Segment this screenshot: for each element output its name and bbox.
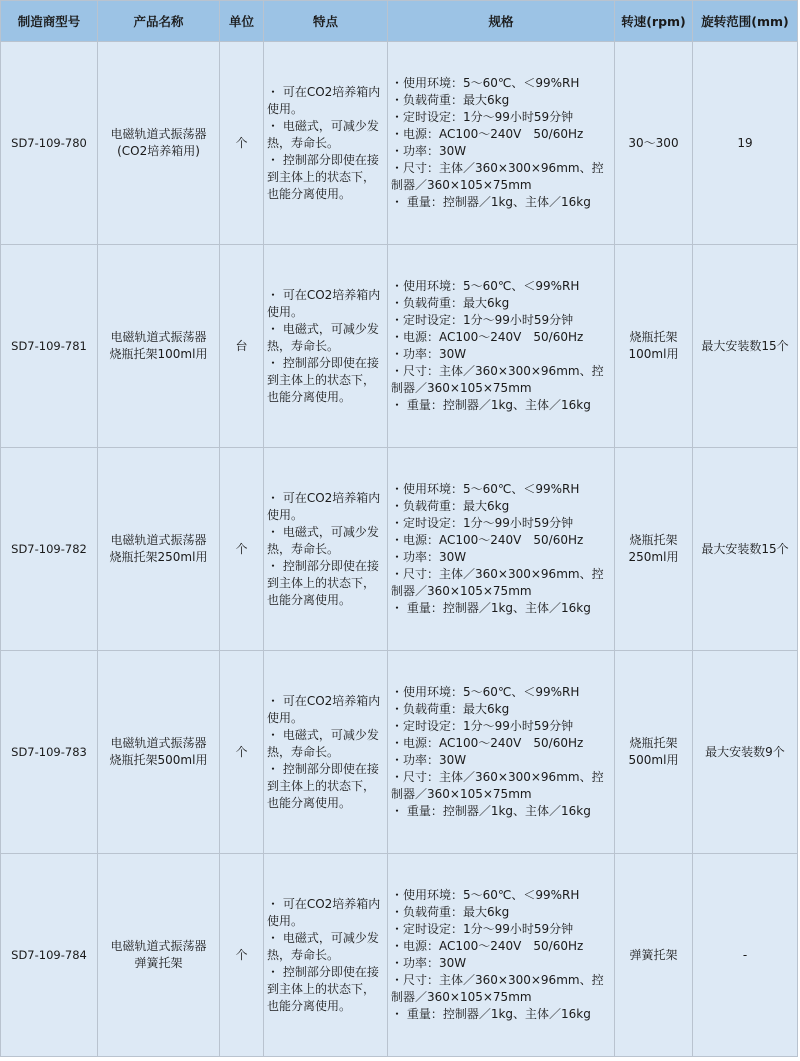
header-specs: 规格: [388, 1, 615, 42]
unit-cell: 个: [220, 448, 264, 651]
spec-item: ・负载荷重：最大6kg: [391, 702, 510, 716]
speed-line: 烧瓶托架: [629, 736, 678, 750]
feature-item: ・ 控制部分即使在接到主体上的状态下，也能分离使用。: [267, 558, 379, 607]
model-cell: SD7-109-783: [1, 651, 98, 854]
rotation-range-cell: -: [693, 854, 798, 1057]
model-cell: SD7-109-782: [1, 448, 98, 651]
product-name-cell: [98, 448, 220, 651]
product-name-line: 弹簧托架: [134, 956, 183, 970]
header-row: [1, 1, 798, 42]
spec-item: ・尺寸：主体／360×300×96mm、控制器／360×105×75mm: [391, 161, 604, 192]
spec-item: ・定时设定：1分～99小时59分钟: [391, 516, 574, 530]
rotation-range-cell: 19: [693, 42, 798, 245]
spec-item: ・负载荷重：最大6kg: [391, 905, 510, 919]
speed-line: 烧瓶托架: [629, 330, 678, 344]
product-name-line: 电磁轨道式振荡器: [110, 736, 207, 750]
spec-item: ・尺寸：主体／360×300×96mm、控制器／360×105×75mm: [391, 567, 604, 598]
rotation-range-cell: 最大安装数15个: [693, 245, 798, 448]
spec-item: ・尺寸：主体／360×300×96mm、控制器／360×105×75mm: [391, 364, 604, 395]
features-cell: [264, 42, 388, 245]
speed-cell: [615, 651, 693, 854]
table-row: [1, 42, 798, 245]
specs-cell: [388, 42, 615, 245]
header-model: 制造商型号: [1, 1, 98, 42]
spec-item: ・功率：30W: [391, 753, 467, 767]
speed-line: 30～300: [628, 135, 679, 150]
spec-item: ・ 重量：控制器／1kg、主体／16kg: [391, 195, 591, 209]
spec-item: ・使用环境：5～60℃、＜99%RH: [391, 685, 580, 699]
header-speed: 转速(rpm): [615, 1, 693, 42]
feature-item: ・ 电磁式，可减少发热，寿命长。: [267, 118, 379, 150]
spec-item: ・电源：AC100～240V 50/60Hz: [391, 127, 584, 141]
rotation-range-cell: 最大安装数15个: [693, 448, 798, 651]
spec-item: ・电源：AC100～240V 50/60Hz: [391, 533, 584, 547]
unit-cell: 台: [220, 245, 264, 448]
spec-item: ・使用环境：5～60℃、＜99%RH: [391, 279, 580, 293]
unit-cell: 个: [220, 651, 264, 854]
table-row: [1, 651, 798, 854]
speed-line: 250ml用: [628, 550, 679, 564]
feature-item: ・ 电磁式，可减少发热，寿命长。: [267, 930, 379, 962]
spec-item: ・使用环境：5～60℃、＜99%RH: [391, 76, 580, 90]
spec-item: ・定时设定：1分～99小时59分钟: [391, 922, 574, 936]
spec-item: ・功率：30W: [391, 956, 467, 970]
speed-line: 100ml用: [628, 347, 679, 361]
spec-item: ・负载荷重：最大6kg: [391, 93, 510, 107]
spec-item: ・负载荷重：最大6kg: [391, 296, 510, 310]
speed-line: 弹簧托架: [629, 947, 678, 962]
feature-item: ・ 电磁式，可减少发热，寿命长。: [267, 727, 379, 759]
spec-item: ・功率：30W: [391, 144, 467, 158]
feature-item: ・ 控制部分即使在接到主体上的状态下，也能分离使用。: [267, 355, 379, 404]
unit-cell: 个: [220, 854, 264, 1057]
speed-cell: [615, 448, 693, 651]
speed-cell: [615, 245, 693, 448]
feature-item: ・ 可在CO2培养箱内使用。: [267, 896, 381, 928]
model-cell: SD7-109-780: [1, 42, 98, 245]
spec-item: ・负载荷重：最大6kg: [391, 499, 510, 513]
feature-item: ・ 电磁式，可减少发热，寿命长。: [267, 321, 379, 353]
spec-item: ・电源：AC100～240V 50/60Hz: [391, 330, 584, 344]
table-body: [1, 42, 798, 1057]
product-name-cell: [98, 245, 220, 448]
table-row: [1, 448, 798, 651]
spec-item: ・功率：30W: [391, 347, 467, 361]
spec-item: ・功率：30W: [391, 550, 467, 564]
product-name-line: 烧瓶托架250ml用: [109, 550, 208, 564]
speed-cell: [615, 854, 693, 1057]
header-product-name: 产品名称: [98, 1, 220, 42]
product-name-line: 烧瓶托架100ml用: [109, 347, 208, 361]
spec-item: ・定时设定：1分～99小时59分钟: [391, 719, 574, 733]
spec-item: ・ 重量：控制器／1kg、主体／16kg: [391, 398, 591, 412]
unit-cell: 个: [220, 42, 264, 245]
spec-item: ・尺寸：主体／360×300×96mm、控制器／360×105×75mm: [391, 770, 604, 801]
spec-item: ・使用环境：5～60℃、＜99%RH: [391, 482, 580, 496]
header-unit: 单位: [220, 1, 264, 42]
speed-cell: [615, 42, 693, 245]
features-cell: [264, 448, 388, 651]
features-cell: [264, 245, 388, 448]
spec-item: ・电源：AC100～240V 50/60Hz: [391, 939, 584, 953]
product-name-cell: [98, 42, 220, 245]
speed-line: 500ml用: [628, 753, 679, 767]
model-cell: SD7-109-784: [1, 854, 98, 1057]
product-name-line: (CO2培养箱用): [117, 144, 200, 158]
product-name-cell: [98, 854, 220, 1057]
header-features: 特点: [264, 1, 388, 42]
product-name-line: 电磁轨道式振荡器: [110, 127, 207, 141]
spec-item: ・电源：AC100～240V 50/60Hz: [391, 736, 584, 750]
specs-cell: [388, 448, 615, 651]
feature-item: ・ 可在CO2培养箱内使用。: [267, 693, 381, 725]
product-name-line: 电磁轨道式振荡器: [110, 330, 207, 344]
product-name-line: 电磁轨道式振荡器: [110, 939, 207, 953]
header-rotation-range: 旋转范围(mm): [693, 1, 798, 42]
feature-item: ・ 控制部分即使在接到主体上的状态下，也能分离使用。: [267, 152, 379, 201]
feature-item: ・ 控制部分即使在接到主体上的状态下，也能分离使用。: [267, 761, 379, 810]
feature-item: ・ 可在CO2培养箱内使用。: [267, 84, 381, 116]
spec-item: ・尺寸：主体／360×300×96mm、控制器／360×105×75mm: [391, 973, 604, 1004]
features-cell: [264, 651, 388, 854]
spec-item: ・ 重量：控制器／1kg、主体／16kg: [391, 1007, 591, 1021]
spec-item: ・定时设定：1分～99小时59分钟: [391, 313, 574, 327]
product-name-cell: [98, 651, 220, 854]
specs-cell: [388, 854, 615, 1057]
spec-item: ・ 重量：控制器／1kg、主体／16kg: [391, 804, 591, 818]
feature-item: ・ 可在CO2培养箱内使用。: [267, 287, 381, 319]
specs-cell: [388, 245, 615, 448]
spec-item: ・使用环境：5～60℃、＜99%RH: [391, 888, 580, 902]
rotation-range-cell: 最大安装数9个: [693, 651, 798, 854]
feature-item: ・ 控制部分即使在接到主体上的状态下，也能分离使用。: [267, 964, 379, 1013]
product-name-line: 电磁轨道式振荡器: [110, 533, 207, 547]
spec-item: ・ 重量：控制器／1kg、主体／16kg: [391, 601, 591, 615]
table-row: [1, 854, 798, 1057]
speed-line: 烧瓶托架: [629, 533, 678, 547]
table-row: [1, 245, 798, 448]
specs-cell: [388, 651, 615, 854]
product-name-line: 烧瓶托架500ml用: [109, 753, 208, 767]
feature-item: ・ 可在CO2培养箱内使用。: [267, 490, 381, 522]
feature-item: ・ 电磁式，可减少发热，寿命长。: [267, 524, 379, 556]
model-cell: SD7-109-781: [1, 245, 98, 448]
spec-item: ・定时设定：1分～99小时59分钟: [391, 110, 574, 124]
features-cell: [264, 854, 388, 1057]
